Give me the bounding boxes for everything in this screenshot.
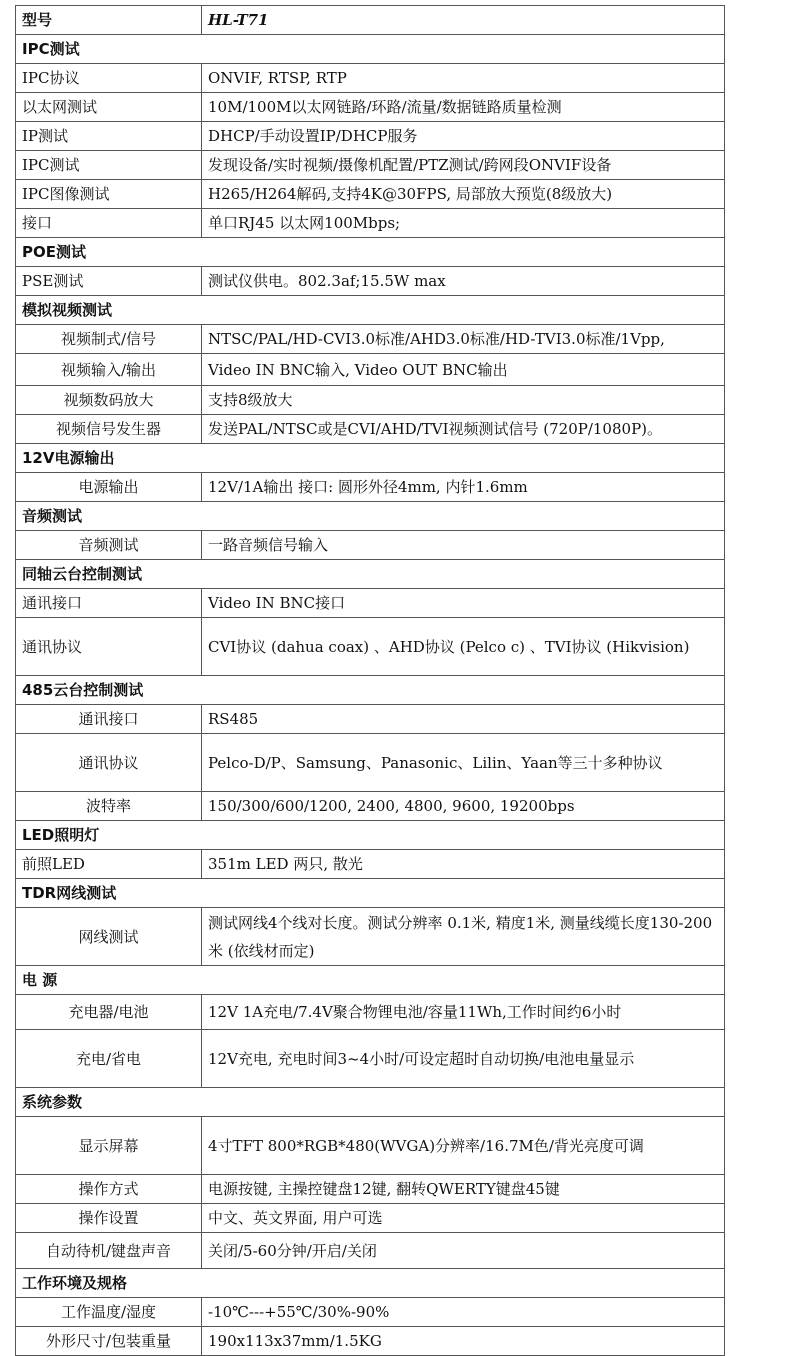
table-row bbox=[16, 1298, 725, 1327]
table-row bbox=[16, 792, 725, 821]
row-key: 以太网测试 bbox=[16, 93, 202, 122]
row-key: 显示屏幕 bbox=[16, 1117, 202, 1175]
row-key: 操作方式 bbox=[16, 1175, 202, 1204]
row-value: 4寸TFT 800*RGB*480(WVGA)分辨率/16.7M色/背光亮度可调 bbox=[202, 1117, 725, 1175]
row-value: Video IN BNC接口 bbox=[202, 589, 725, 618]
row-key: 充电/省电 bbox=[16, 1030, 202, 1088]
row-key: 网线测试 bbox=[16, 908, 202, 966]
table-row bbox=[16, 531, 725, 560]
row-key: IP测试 bbox=[16, 122, 202, 151]
table-row bbox=[16, 415, 725, 444]
row-value: DHCP/手动设置IP/DHCP服务 bbox=[202, 122, 725, 151]
row-value: 发送PAL/NTSC或是CVI/AHD/TVI视频测试信号 (720P/1080P)。 bbox=[202, 415, 725, 444]
row-value: 支持8级放大 bbox=[202, 386, 725, 415]
row-key: 视频信号发生器 bbox=[16, 415, 202, 444]
row-value: 关闭/5-60分钟/开启/关闭 bbox=[202, 1233, 725, 1269]
row-value: 一路音频信号输入 bbox=[202, 531, 725, 560]
table-row bbox=[16, 908, 725, 966]
row-value: RS485 bbox=[202, 705, 725, 734]
row-value: -10℃---+55℃/30%-90% bbox=[202, 1298, 725, 1327]
row-value: CVI协议 (dahua coax) 、AHD协议 (Pelco c) 、TVI协议 (Hikvision) bbox=[202, 618, 725, 676]
section-title: 同轴云台控制测试 bbox=[16, 560, 725, 589]
table-row bbox=[16, 589, 725, 618]
row-key: 音频测试 bbox=[16, 531, 202, 560]
row-key: 视频输入/输出 bbox=[16, 354, 202, 386]
model-value: HL-T71 bbox=[202, 6, 725, 35]
row-value: 中文、英文界面, 用户可选 bbox=[202, 1204, 725, 1233]
row-value: 150/300/600/1200, 2400, 4800, 9600, 19200bps bbox=[202, 792, 725, 821]
row-value: 12V充电, 充电时间3~4小时/可设定超时自动切换/电池电量显示 bbox=[202, 1030, 725, 1088]
section-row bbox=[16, 296, 725, 325]
row-key: PSE测试 bbox=[16, 267, 202, 296]
table-row bbox=[16, 705, 725, 734]
row-value: Pelco-D/P、Samsung、Panasonic、Lilin、Yaan等三十多种协议 bbox=[202, 734, 725, 792]
spec-table bbox=[15, 5, 725, 1356]
row-key: 充电器/电池 bbox=[16, 995, 202, 1030]
row-value: H265/H264解码,支持4K@30FPS, 局部放大预览(8级放大) bbox=[202, 180, 725, 209]
section-title: 12V电源输出 bbox=[16, 444, 725, 473]
row-value: 单口RJ45 以太网100Mbps; bbox=[202, 209, 725, 238]
row-key: IPC图像测试 bbox=[16, 180, 202, 209]
row-key: 接口 bbox=[16, 209, 202, 238]
row-key: 视频制式/信号 bbox=[16, 325, 202, 354]
section-row bbox=[16, 502, 725, 531]
row-value: 发现设备/实时视频/摄像机配置/PTZ测试/跨网段ONVIF设备 bbox=[202, 151, 725, 180]
row-key: 外形尺寸/包装重量 bbox=[16, 1327, 202, 1356]
section-title: IPC测试 bbox=[16, 35, 725, 64]
row-key: IPC协议 bbox=[16, 64, 202, 93]
table-row bbox=[16, 1030, 725, 1088]
row-key: 通讯接口 bbox=[16, 705, 202, 734]
section-row bbox=[16, 560, 725, 589]
section-title: 系统参数 bbox=[16, 1088, 725, 1117]
table-row bbox=[16, 1175, 725, 1204]
section-row bbox=[16, 1269, 725, 1298]
section-title: LED照明灯 bbox=[16, 821, 725, 850]
row-value: 测试仪供电。802.3af;15.5W max bbox=[202, 267, 725, 296]
table-row bbox=[16, 1327, 725, 1356]
row-value: 12V/1A输出 接口: 圆形外径4mm, 内针1.6mm bbox=[202, 473, 725, 502]
row-key: 工作温度/湿度 bbox=[16, 1298, 202, 1327]
row-value: 351m LED 两只, 散光 bbox=[202, 850, 725, 879]
table-row bbox=[16, 354, 725, 386]
row-value: NTSC/PAL/HD-CVI3.0标准/AHD3.0标准/HD-TVI3.0标准/1Vpp, bbox=[202, 325, 725, 354]
row-key: 自动待机/键盘声音 bbox=[16, 1233, 202, 1269]
model-label: 型号 bbox=[16, 6, 202, 35]
row-key: 电源输出 bbox=[16, 473, 202, 502]
section-row bbox=[16, 35, 725, 64]
section-title: 音频测试 bbox=[16, 502, 725, 531]
model-row bbox=[16, 6, 725, 35]
table-row bbox=[16, 850, 725, 879]
row-key: 前照LED bbox=[16, 850, 202, 879]
row-value: ONVIF, RTSP, RTP bbox=[202, 64, 725, 93]
row-value: 电源按键, 主操控键盘12键, 翻转QWERTY键盘45键 bbox=[202, 1175, 725, 1204]
section-title: 485云台控制测试 bbox=[16, 676, 725, 705]
table-row bbox=[16, 1117, 725, 1175]
row-value: 12V 1A充电/7.4V聚合物锂电池/容量11Wh,工作时间约6小时 bbox=[202, 995, 725, 1030]
spec-sheet bbox=[15, 5, 724, 1356]
table-row bbox=[16, 267, 725, 296]
table-row bbox=[16, 209, 725, 238]
section-row bbox=[16, 821, 725, 850]
row-key: 操作设置 bbox=[16, 1204, 202, 1233]
row-key: 通讯接口 bbox=[16, 589, 202, 618]
table-row bbox=[16, 386, 725, 415]
section-row bbox=[16, 879, 725, 908]
table-row bbox=[16, 1233, 725, 1269]
section-title: 电 源 bbox=[16, 966, 725, 995]
row-value: 190x113x37mm/1.5KG bbox=[202, 1327, 725, 1356]
section-title: 模拟视频测试 bbox=[16, 296, 725, 325]
table-row bbox=[16, 151, 725, 180]
section-row bbox=[16, 238, 725, 267]
row-key: 波特率 bbox=[16, 792, 202, 821]
section-row bbox=[16, 1088, 725, 1117]
table-row bbox=[16, 1204, 725, 1233]
section-title: 工作环境及规格 bbox=[16, 1269, 725, 1298]
section-row bbox=[16, 444, 725, 473]
row-key: IPC测试 bbox=[16, 151, 202, 180]
section-title: TDR网线测试 bbox=[16, 879, 725, 908]
table-row bbox=[16, 995, 725, 1030]
table-row bbox=[16, 618, 725, 676]
row-key: 通讯协议 bbox=[16, 618, 202, 676]
table-row bbox=[16, 122, 725, 151]
row-key: 通讯协议 bbox=[16, 734, 202, 792]
table-row bbox=[16, 64, 725, 93]
table-row bbox=[16, 180, 725, 209]
table-row bbox=[16, 325, 725, 354]
section-row bbox=[16, 676, 725, 705]
row-value: 测试网线4个线对长度。测试分辨率 0.1米, 精度1米, 测量线缆长度130-200米 (依线材而定) bbox=[202, 908, 725, 966]
table-row bbox=[16, 734, 725, 792]
section-title: POE测试 bbox=[16, 238, 725, 267]
table-row bbox=[16, 93, 725, 122]
row-key: 视频数码放大 bbox=[16, 386, 202, 415]
row-value: Video IN BNC输入, Video OUT BNC输出 bbox=[202, 354, 725, 386]
section-row bbox=[16, 966, 725, 995]
table-row bbox=[16, 473, 725, 502]
row-value: 10M/100M以太网链路/环路/流量/数据链路质量检测 bbox=[202, 93, 725, 122]
